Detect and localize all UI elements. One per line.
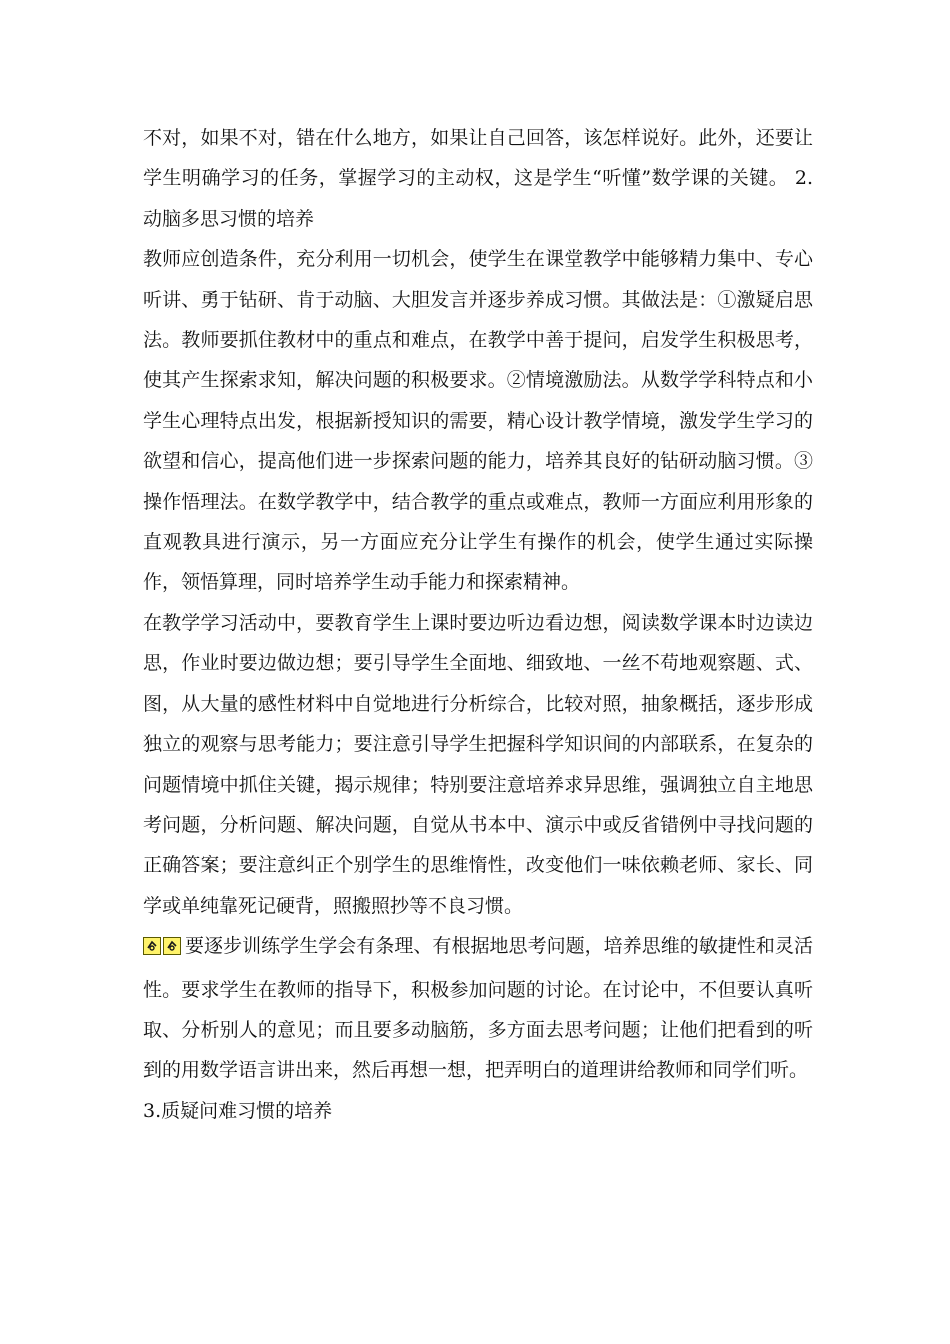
paragraph-3: 在教学学习活动中，要教育学生上课时要边听边看边想，阅读数学课本时边读边思，作业时要边做边想；要引导学生全面地、细致地、一丝不苟地观察题、式、图，从大量的感性材料中自觉地进行分析综合，比较对照，抽象概括，逐步形成独立的观察与思考能力；要注意引导学生把握科学知识间的内部联系，在复杂的问题情境中抓住关键，揭示规律；特别要注意培养求异思维，强调独立自主地思考问题，分析问题、解决问题，自觉从书本中、演示中或反省错例中寻找问题的正确答案；要注意纠正个别学生的思维惰性，改变他们一味依赖老师、家长、同学或单纯靠死记硬背，照搬照抄等不良习惯。 [143, 611, 813, 917]
inline-image-mark [143, 929, 183, 969]
document-body [143, 118, 813, 1131]
paragraph-2: 教师应创造条件，充分利用一切机会，使学生在课堂教学中能够精力集中、专心听讲、勇于钻研、肯于动脑、大胆发言并逐步养成习惯。其做法是：①激疑启思法。教师要抓住教材中的重点和难点，在教学中善于提问，启发学生积极思考，使其产生探索求知，解决问题的积极要求。②情境激励法。从数学学科特点和小学生心理特点出发，根据新授知识的需要，精心设计教学情境，激发学生学习的欲望和信心，提高他们进一步探索问题的能力，培养其良好的钻研动脑习惯。③操作悟理法。在数学教学中，结合教学的重点或难点，教师一方面应利用形象的直观教具进行演示，另一方面应充分让学生有操作的机会，使学生通过实际操作，领悟算理，同时培养学生动手能力和探索精神。 [143, 248, 813, 594]
broken-image-icon [143, 937, 161, 955]
broken-image-icon [163, 937, 181, 955]
paragraph-1: 不对，如果不对，错在什么地方，如果让自己回答，该怎样说好。此外，还要让学生明确学习的任务，掌握学习的主动权，这是学生“听懂”数学课的关键。 2.动脑多思习惯的培养 [143, 127, 813, 230]
paragraph-4 [143, 926, 813, 1091]
paragraph-4-text: 要逐步训练学生学会有条理、有根据地思考问题，培养思维的敏捷性和灵活性。要求学生在教师的指导下，积极参加问题的讨论。在讨论中，不但要认真听取、分析别人的意见；而且要多动脑筋，多方面去思考问题；让他们把看到的听到的用数学语言讲出来，然后再想一想，把弄明白的道理讲给教师和同学们听。 [143, 935, 813, 1082]
section-heading: 3.质疑问难习惯的培养 [143, 1099, 333, 1122]
